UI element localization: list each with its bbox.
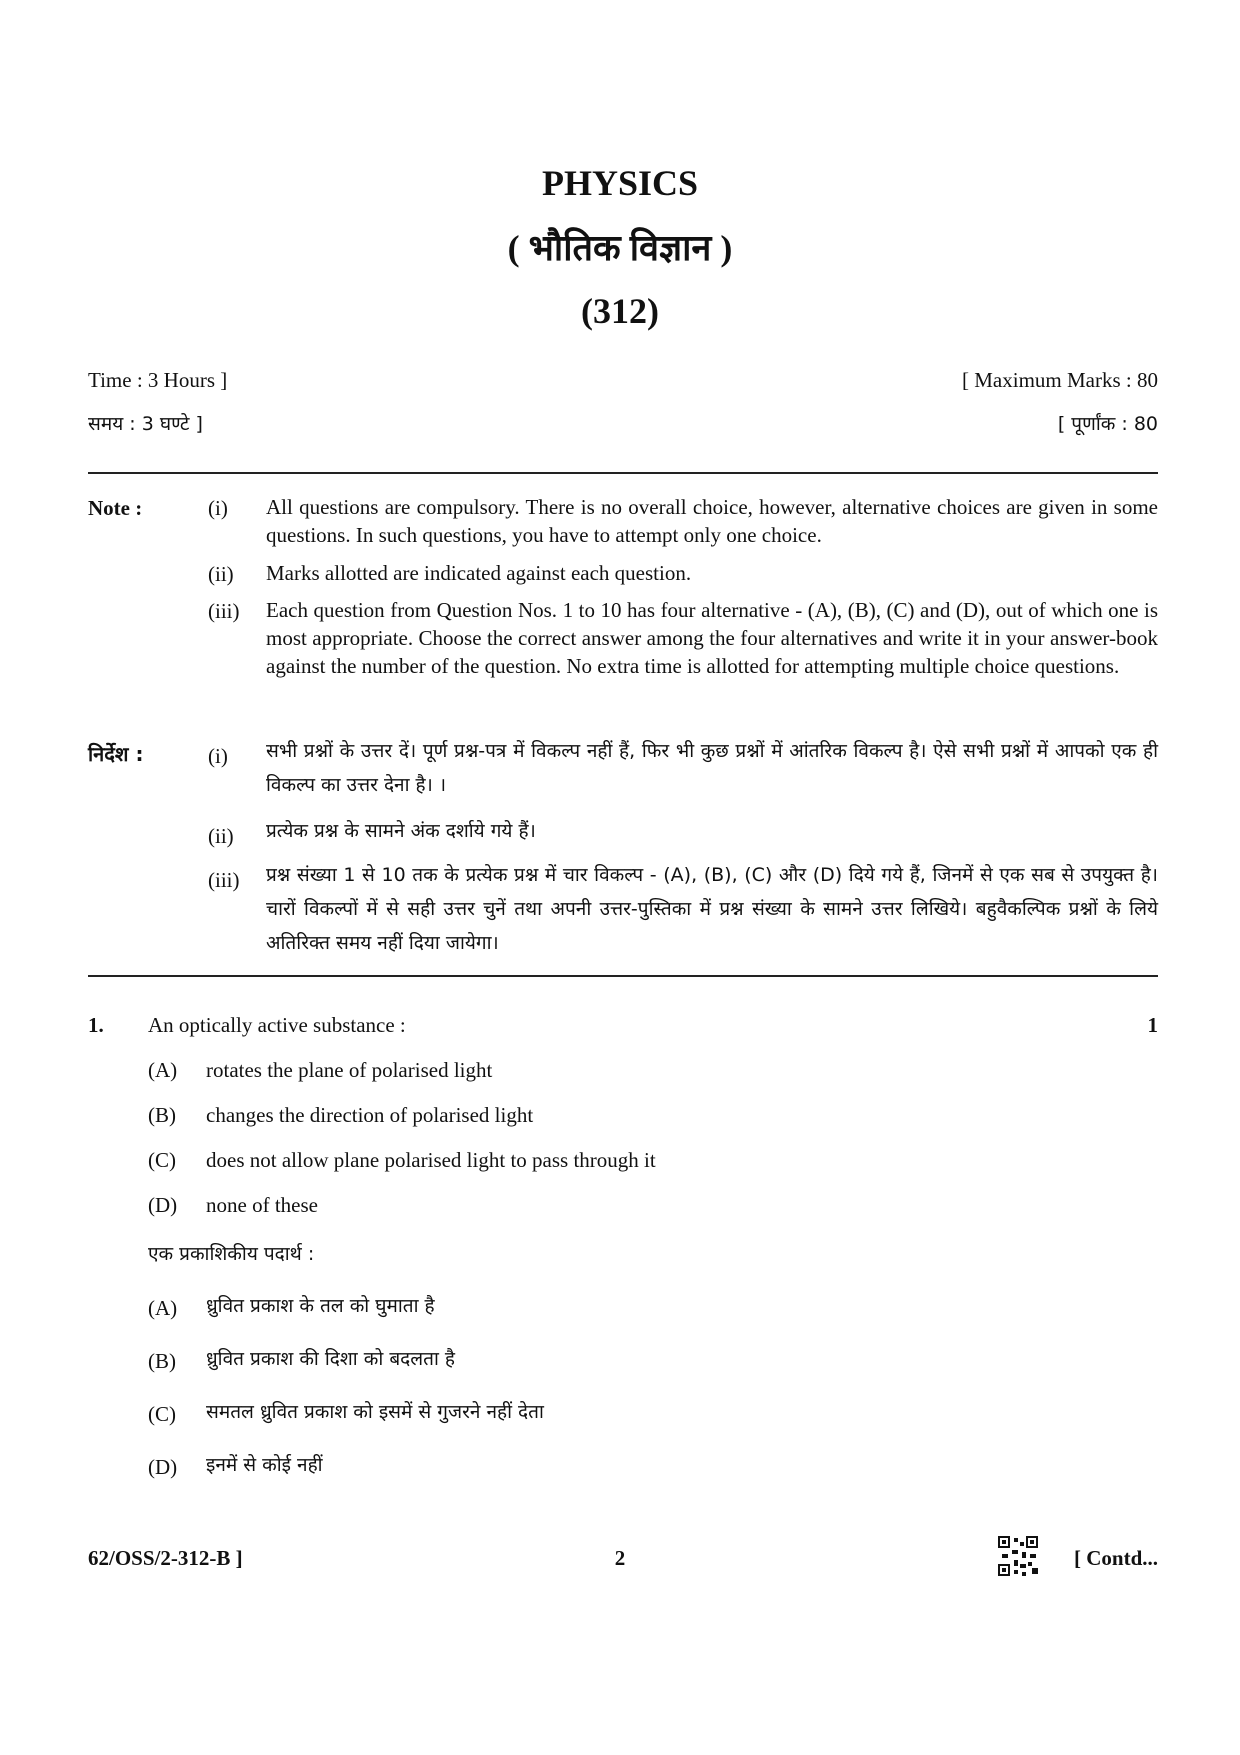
nirdesh-item-1-number: (i): [208, 744, 228, 768]
option-text: changes the direction of polarised light: [206, 1103, 534, 1127]
option-label: (B): [148, 1349, 176, 1373]
nirdesh-item-3-number: (iii): [208, 868, 240, 892]
note-item-2-text: Marks allotted are indicated against each question.: [266, 561, 692, 585]
marks-hindi: [ पूर्णांक : 80: [1057, 413, 1158, 435]
qr-code-icon: [998, 1536, 1038, 1576]
marks-english: [ Maximum Marks : 80: [962, 368, 1158, 392]
nirdesh-item-2-number: (ii): [208, 824, 234, 848]
footer-paper-code: 62/OSS/2-312-B ]: [88, 1546, 243, 1570]
question-marks: 1: [1147, 1013, 1158, 1037]
option-text: rotates the plane of polarised light: [206, 1058, 493, 1082]
note-item-3-number: (iii): [208, 599, 240, 623]
time-english: Time : 3 Hours ]: [88, 368, 228, 392]
footer-continued: [ Contd...: [1073, 1546, 1158, 1570]
page-title: PHYSICS: [541, 163, 699, 203]
question-text-hindi: एक प्रकाशिकीय पदार्थ :: [148, 1243, 315, 1265]
option-label: (C): [148, 1148, 176, 1172]
note-item-1-number: (i): [208, 496, 228, 520]
option-label: (D): [148, 1455, 178, 1479]
option-text-hindi: समतल ध्रुवित प्रकाश को इसमें से गुजरने नहीं देता: [206, 1401, 544, 1423]
divider-top: [88, 472, 1158, 474]
option-text-hindi: इनमें से कोई नहीं: [206, 1454, 323, 1476]
page-subtitle-hindi: ( भौतिक विज्ञान ): [507, 228, 733, 268]
option-text-hindi: ध्रुवित प्रकाश की दिशा को बदलता है: [206, 1348, 456, 1370]
option-text-hindi: ध्रुवित प्रकाश के तल को घुमाता है: [206, 1295, 435, 1317]
subject-code: (312): [581, 291, 659, 331]
option-text: does not allow plane polarised light to pass through it: [206, 1148, 656, 1172]
option-text: none of these: [206, 1193, 318, 1217]
nirdesh-item-2-text: प्रत्येक प्रश्न के सामने अंक दर्शाये गये हैं।: [266, 820, 536, 842]
question-number: 1.: [88, 1013, 104, 1037]
nirdesh-item-3-text: प्रश्न संख्या 1 से 10 तक के प्रत्येक प्रश्न में चार विकल्प - (A), (B), (C) और (D) दिये गये हैं, जिनमें से एक सब से उपयुक्त है। चारों विकल्पों में से सही उत्तर चुनें तथा अपनी उत्तर-पुस्तिका में प्रश्न संख्या के सामने उत्तर लिखिये। बहुवैकल्पिक प्रश्नों के लिये अतिरिक्त समय नहीं दिया जायेगा।: [266, 864, 1158, 954]
nirdesh-item-1-text: सभी प्रश्नों के उत्तर दें। पूर्ण प्रश्न-पत्र में विकल्प नहीं हैं, फिर भी कुछ प्रश्नों में आंतरिक विकल्प है। ऐसे सभी प्रश्नों में आपको एक ही विकल्प का उत्तर देना है। ।: [266, 740, 1158, 796]
time-hindi: समय : 3 घण्टे ]: [88, 413, 203, 435]
note-item-1-text: All questions are compulsory. There is no overall choice, however, alternative choices are given in some questions. In such questions, you have to attempt only one choice.: [266, 495, 1158, 547]
nirdesh-label: निर्देश :: [88, 742, 144, 766]
option-label: (D): [148, 1193, 178, 1217]
option-label: (A): [148, 1296, 178, 1320]
note-item-3-text: Each question from Question Nos. 1 to 10 has four alternative - (A), (B), (C) and (D), out of which one is most appropriate. Choose the correct answer among the four alternatives and write it in your answer-book against the number of the question. No extra time is allotted for attempting multiple choice questions.: [266, 598, 1158, 678]
question-text-english: An optically active substance :: [148, 1013, 406, 1037]
footer-page-number: 2: [614, 1546, 626, 1570]
option-label: (B): [148, 1103, 176, 1127]
note-label: Note :: [88, 496, 143, 520]
divider-middle: [88, 975, 1158, 977]
note-item-2-number: (ii): [208, 562, 234, 586]
option-label: (C): [148, 1402, 176, 1426]
option-label: (A): [148, 1058, 178, 1082]
